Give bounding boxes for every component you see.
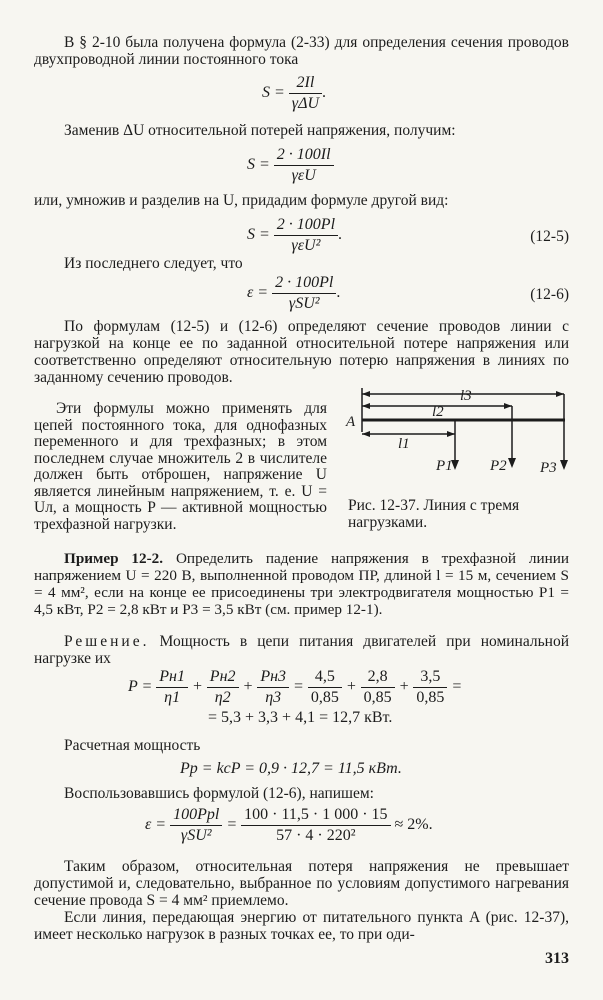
l2-label: l2	[432, 404, 444, 420]
paragraph-next: Если линия, передающая энергию от питательного пункта A (рис. 12-37), имеет несколько нагрузок в разных точках ее, то при оди-	[34, 909, 569, 943]
paragraph-design-power: Расчетная мощность	[64, 737, 201, 754]
example-heading: Пример 12-2.	[64, 550, 164, 567]
paragraph-follows: Из последнего следует, что	[64, 255, 243, 272]
paragraph-multiply: или, умножив и разделив на U, придадим формуле другой вид:	[34, 192, 449, 209]
l3-label: l3	[460, 388, 472, 404]
figure-caption: Рис. 12-37. Линия с тремя нагрузками.	[348, 497, 520, 531]
solution-paragraph: Решение. Мощность в цепи питания двигателей при номинальной нагрузке их	[34, 633, 570, 667]
figure-line-three-loads	[340, 384, 575, 494]
formula-12-5: S = $\frac{2 \cdot 100Pl}{\text{γεU²}}$ . (12-5)	[247, 216, 569, 254]
formula-power-sum: P = $\frac{Pн1}{\eta 1}$ + $\frac{Pн2}{\eta 2}$ + $\frac{Pн3}{\eta 3}$ = $\frac{4,5}{0,85}$ + $\frac{2,8}{0,85}$ + $\frac{3,5}{0,85}$ =	[128, 668, 463, 706]
paragraph-intro: В § 2-10 была получена формула (2-33) для определения сечения проводов двухпроводной линии постоянного тока	[34, 34, 569, 68]
p2-label: P2	[490, 458, 507, 474]
point-a-label: A	[346, 414, 356, 430]
p3-label: P3	[540, 460, 557, 476]
load-2-arrow	[508, 458, 516, 468]
formula-power-result: = 5,3 + 3,3 + 4,1 = 12,7 кВт.	[208, 709, 393, 726]
l1-label: l1	[398, 436, 410, 452]
paragraph-using-12-6: Воспользовавшись формулой (12-6), напишем:	[64, 785, 374, 802]
paragraph-conclusion: Таким образом, относительная потеря напряжения не превышает допустимой и, следовательно, выбранное по условиям допустимого нагревания сечение провода S = 4 мм² приемлемо.	[34, 858, 569, 909]
paragraph-three-phase: Эти формулы можно применять для цепей постоянного тока, для однофазных переменного и для трехфазных; в этом последнем случае множитель 2 в числителе должен быть отброшен, напряжение U является линейным напряжением, т. е. U = Uл, а мощность P — активной мощностью трехфазной нагрузки.	[34, 400, 327, 533]
equation-number-12-5: (12-5)	[530, 228, 569, 245]
example-12-2: Пример 12-2. Определить падение напряжения в трехфазной линии напряжением U = 220 В, выполненной проводом ПР, длиной l = 15 м, сечением S = 4 мм², если на конце ее присоединены три электродвигателя мощностью P1 = 4,5 кВт, P2 = 2,8 кВт и P3 = 3,5 кВт (см. пример 12-1).	[34, 550, 570, 618]
solution-heading: Решение.	[64, 633, 150, 650]
formula-s-eps: S = $\frac{2 \cdot 100Il}{\text{γεU}}$	[247, 146, 334, 185]
paragraph-formulas-use: По формулам (12-5) и (12-6) определяют сечение проводов линии с нагрузкой на конце ее по заданной относительной потере напряжения или соответственно определяют относительную потерю напряжения в линиях по заданному сечению проводов.	[34, 318, 569, 386]
formula-loss-calc: ε = $\frac{\text{100Pрl}}{\text{γSU²}}$ = $\frac{100 \cdot 11,5 \cdot 1 000 \cdot 15}{\text{57 · 4 · 220²}}$ ≈ 2%.	[145, 806, 433, 844]
page-number: 313	[545, 950, 569, 967]
paragraph-replace: Заменив ΔU относительной потерей напряжения, получим:	[64, 122, 456, 139]
load-3-arrow	[560, 460, 568, 470]
formula-design-power: Pр = kсP = 0,9 · 12,7 = 11,5 кВт.	[180, 760, 402, 777]
p1-label: P1	[436, 458, 453, 474]
formula-12-6: ε = $\frac{2 \cdot 100Pl}{\text{γSU²}}$ . (12-6)	[247, 274, 569, 312]
equation-number-12-6: (12-6)	[530, 286, 569, 303]
formula-2-33: S = $\frac{2Il}{\text{γΔU}}$ .	[262, 74, 327, 112]
